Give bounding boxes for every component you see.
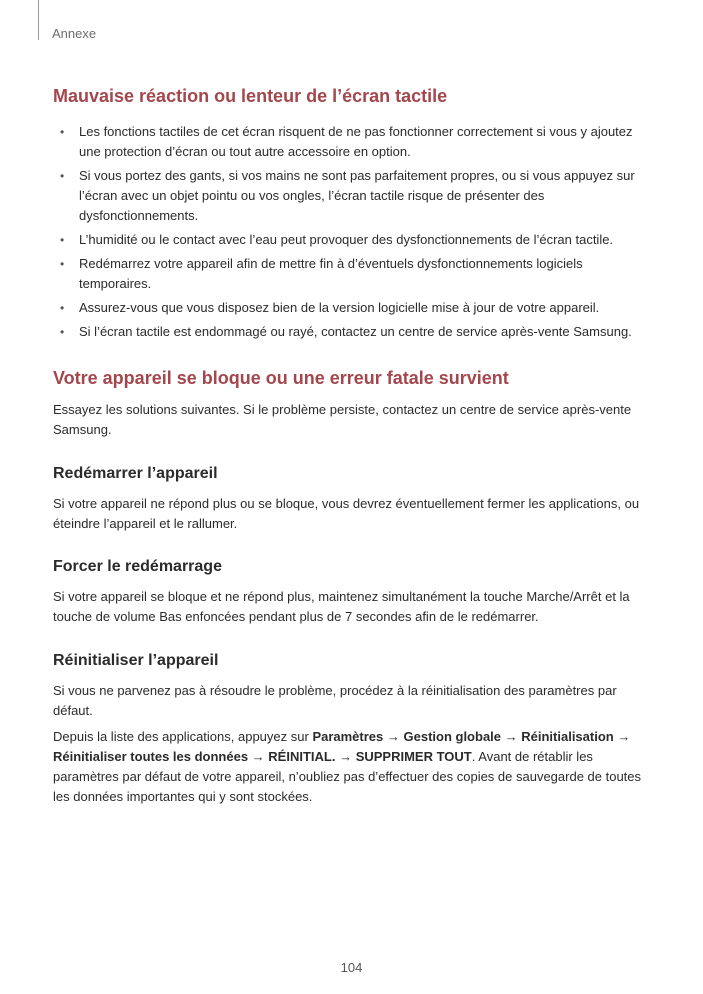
list-item: • Si l’écran tactile est endommagé ou rayé, contactez un centre de service après-vente Samsung. <box>53 322 653 342</box>
arrow-icon: → <box>248 749 269 764</box>
page-number: 104 <box>340 960 363 975</box>
list-item: • Redémarrez votre appareil afin de mettre fin à d’éventuels dysfonctionnements logiciels temporaires. <box>60 256 583 291</box>
reset-heading: Réinitialiser l’appareil <box>53 652 219 669</box>
arrow-icon: → <box>613 729 631 744</box>
reset-body-1: Si vous ne parvenez pas à résoudre le problème, procédez à la réinitialisation des paramètres par défaut. <box>53 683 617 718</box>
list-item: • Si vous portez des gants, si vos mains ne sont pas parfaitement propres, ou si vous appuyez sur l’écran avec un objet pointu ou vos ongles, l’écran tactile risque de présenter des dysfonctionnements. <box>60 168 635 223</box>
bullet-icon: • <box>60 169 65 183</box>
menu-path-reset: Réinitialisation <box>521 729 614 744</box>
bullet-icon: • <box>60 233 65 247</box>
reset-body-2: Depuis la liste des applications, appuyez sur Paramètres → Gestion globale → Réinitialisation → Réinitialiser toutes les données → RÉINITIAL. → SUPPRIMER TOUT. Avant de rétablir les paramètres par défaut de votre appareil, n’oubliez pas d’effectuer des copies de sauvegarde de toutes les données importantes qui y sont stockées. <box>53 729 642 804</box>
list-item: • Les fonctions tactiles de cet écran risquent de ne pas fonctionner correctement si vous y ajoutez une protection d’écran ou tout autre accessoire en option. <box>60 124 633 159</box>
page-content <box>53 84 653 807</box>
bullet-icon: • <box>60 125 65 139</box>
list-item: • Assurez-vous que vous disposez bien de la version logicielle mise à jour de votre appareil. <box>53 298 653 318</box>
restart-body: Si votre appareil ne répond plus ou se bloque, vous devrez éventuellement fermer les applications, ou éteindre l’appareil et le rallumer. <box>53 496 640 531</box>
menu-path-reset-all-data: Réinitialiser toutes les données <box>53 749 249 764</box>
freeze-intro: Essayez les solutions suivantes. Si le problème persiste, contactez un centre de service après-vente Samsung. <box>53 402 632 437</box>
menu-path-reset-button: RÉINITIAL. <box>268 749 336 764</box>
arrow-icon: → <box>383 729 404 744</box>
section-label: Annexe <box>52 26 97 41</box>
menu-path-delete-all: SUPPRIMER TOUT <box>355 749 472 764</box>
bullet-icon: • <box>60 257 65 271</box>
bullet-icon: • <box>60 301 65 315</box>
force-body: Si votre appareil se bloque et ne répond plus, maintenez simultanément la touche Marche/Arrêt et la touche de volume Bas enfoncées pendant plus de 7 secondes afin de le redémarrer. <box>53 589 630 624</box>
freeze-heading: Votre appareil se bloque ou une erreur fatale survient <box>53 368 509 388</box>
force-heading: Forcer le redémarrage <box>53 558 222 575</box>
touch-heading: Mauvaise réaction ou lenteur de l’écran tactile <box>53 86 448 106</box>
list-item: • L’humidité ou le contact avec l’eau peut provoquer des dysfonctionnements de l’écran tactile. <box>53 230 653 250</box>
arrow-icon: → <box>335 749 356 764</box>
header-rule <box>38 0 39 40</box>
touch-bullet-list <box>53 122 653 342</box>
bullet-icon: • <box>60 325 65 339</box>
menu-path-settings: Paramètres <box>312 729 384 744</box>
restart-heading: Redémarrer l’appareil <box>53 465 218 482</box>
menu-path-general-management: Gestion globale <box>403 729 502 744</box>
arrow-icon: → <box>501 729 522 744</box>
